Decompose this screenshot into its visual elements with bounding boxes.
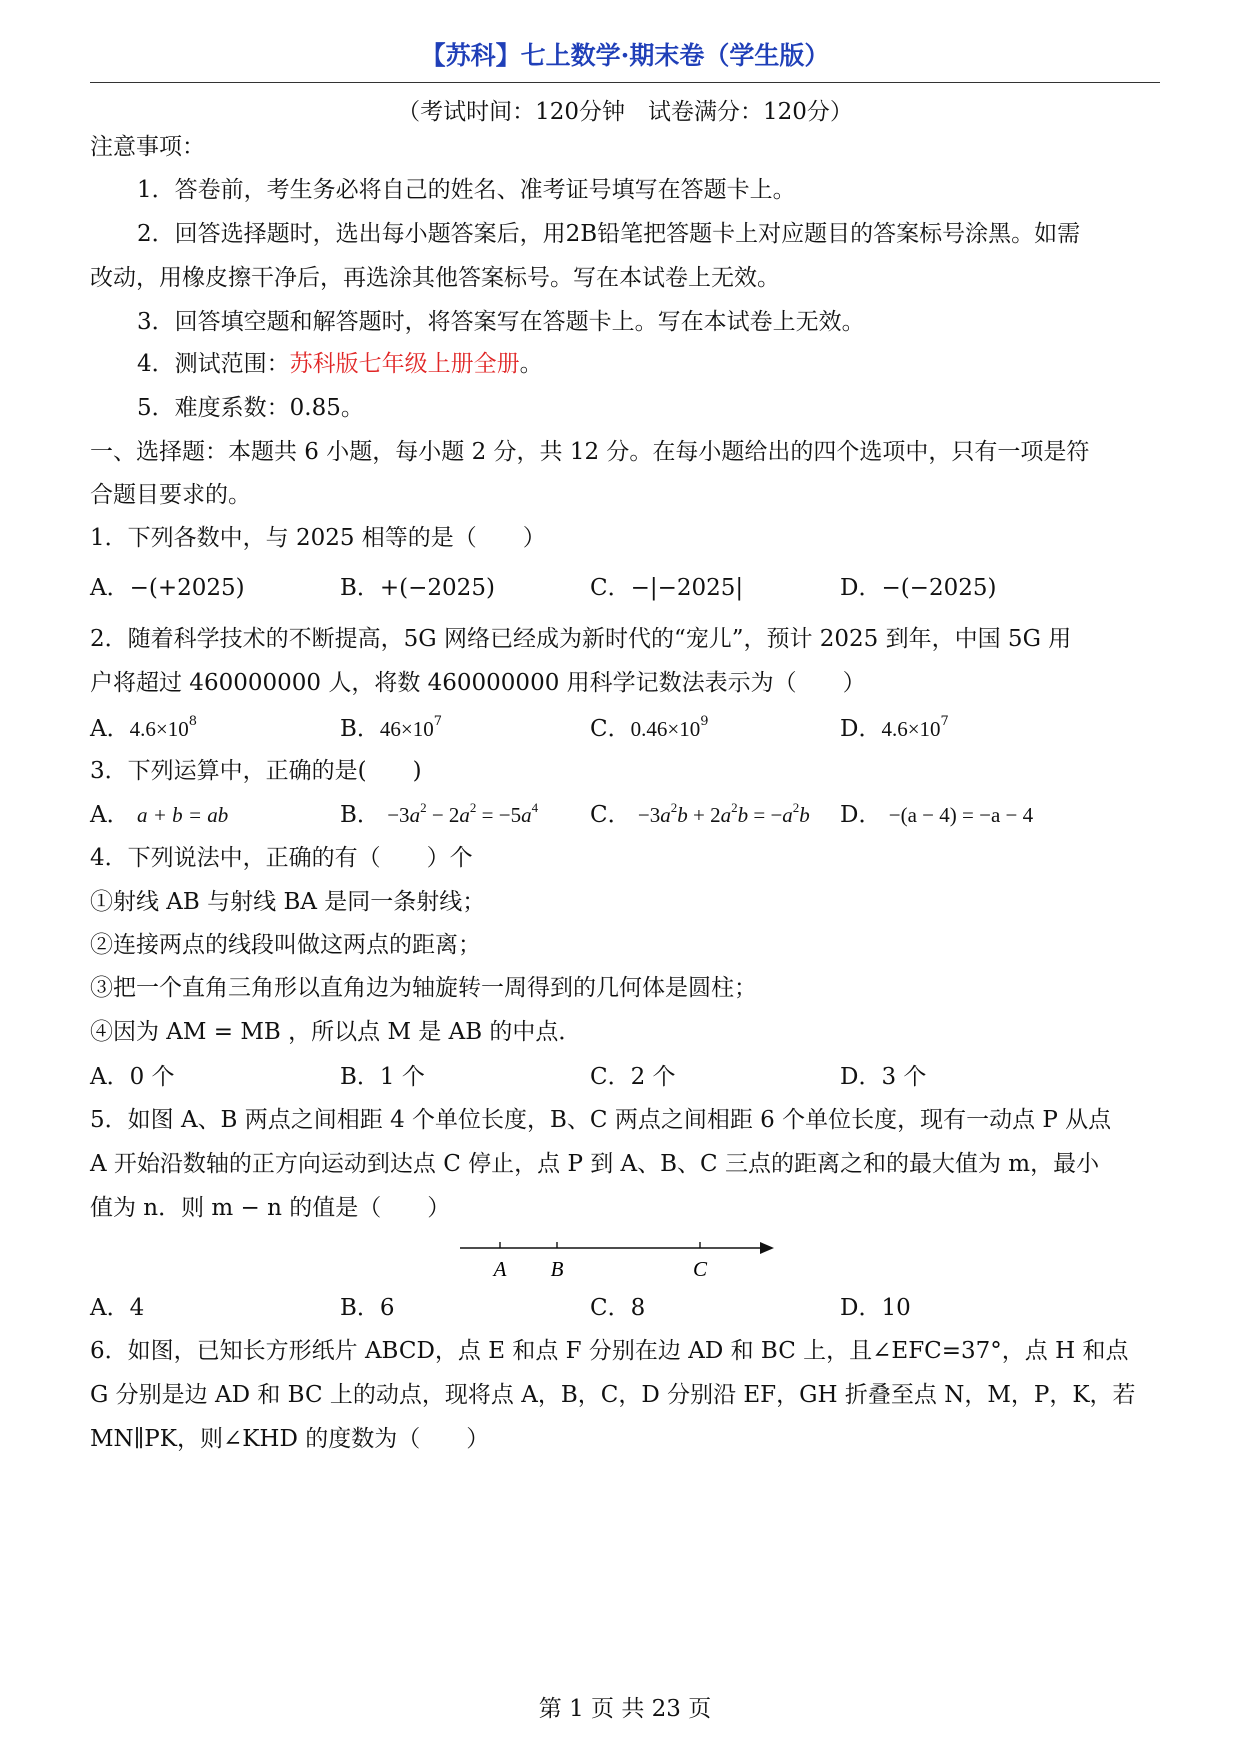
q3-option-a: [90, 800, 228, 830]
test-range: 苏科版七年级上册全册: [289, 351, 520, 377]
notes-heading: 注意事项：: [90, 134, 205, 160]
q5-option-c: C．8: [590, 1295, 646, 1321]
note-item-3: 3．回答填空题和解答题时，将答案写在答题卡上。写在本试卷上无效。: [137, 309, 865, 335]
q4-statement-2: ②连接两点的线段叫做这两点的距离；: [90, 932, 481, 958]
q2-option-c: [590, 714, 708, 744]
label-c: C: [692, 1257, 708, 1281]
q4-option-d: D．3 个: [840, 1064, 927, 1090]
q1-option-a: A．−(+2025): [90, 575, 245, 601]
exam-page: [90, 0, 1160, 1754]
q5-option-a: A．4: [90, 1295, 145, 1321]
q4-stem: 4．下列说法中，正确的有（ ）个: [90, 845, 473, 871]
note-item-1: 1．答卷前，考生务必将自己的姓名、准考证号填写在答题卡上。: [137, 177, 796, 203]
number-line-figure: [460, 1236, 780, 1296]
header-divider: [90, 82, 1160, 83]
q3-option-d-label: D．: [840, 802, 882, 828]
q2-option-d-label: D．: [840, 716, 882, 742]
q2-option-a: [90, 714, 197, 744]
q2-option-a-base: 4.6×10: [129, 717, 189, 741]
q6-stem-line-1: 6．如图，已知长方形纸片 ABCD，点 E 和点 F 分别在边 AD 和 BC 上，且∠EFC=37°，点 H 和点: [90, 1338, 1129, 1364]
q4-statement-4: ④因为 AM = MB ，所以点 M 是 AB 的中点．: [90, 1019, 582, 1045]
q1-option-c: C．−|−2025|: [590, 575, 744, 601]
q2-option-b-base: 46×10: [379, 717, 434, 741]
q3-option-b-label: B．: [340, 802, 380, 828]
q1-option-d: D．−(−2025): [840, 575, 997, 601]
q5-option-b: B．6: [340, 1295, 395, 1321]
q4-option-b: B．1 个: [340, 1064, 425, 1090]
q1-stem: 1．下列各数中，与 2025 相等的是（ ）: [90, 525, 546, 551]
q4-statement-1: ①射线 AB 与射线 BA 是同一条射线；: [90, 889, 486, 915]
q5-option-d: D．10: [840, 1295, 911, 1321]
q2-option-b: [340, 714, 442, 744]
q3-option-a-label: A．: [90, 802, 130, 828]
q5-stem-line-3: 值为 n．则 m − n 的值是（ ）: [90, 1195, 451, 1221]
section-1-line-2: 合题目要求的。: [90, 482, 251, 508]
note-item-2-line-1: 2．回答选择题时，选出每小题答案后，用2B铅笔把答题卡上对应题目的答案标号涂黑。如需: [137, 221, 1081, 247]
label-a: A: [493, 1257, 507, 1281]
q4-statement-3: ③把一个直角三角形以直角边为轴旋转一周得到的几何体是圆柱；: [90, 975, 757, 1001]
q3-option-c-label: C．: [590, 802, 631, 828]
q6-stem-line-2: G 分别是边 AD 和 BC 上的动点，现将点 A，B，C，D 分别沿 EF，GH 折叠至点 N，M，P，K，若: [90, 1382, 1136, 1408]
q3-stem: 3．下列运算中，正确的是( ): [90, 758, 422, 784]
header-title: 【苏科】七上数学·期末卷（学生版）: [420, 41, 830, 70]
q4-option-c: C．2 个: [590, 1064, 676, 1090]
q2-option-a-exp: 8: [188, 714, 197, 730]
q2-option-d-exp: 7: [940, 714, 949, 730]
q2-option-b-exp: 7: [433, 714, 443, 730]
q3-option-b: [340, 800, 538, 830]
note-item-2-line-2: 改动，用橡皮擦干净后，再选涂其他答案标号。写在本试卷上无效。: [90, 265, 780, 291]
note-item-4-suffix: 。: [519, 351, 543, 377]
q3-option-a-expr: a + b = ab: [136, 803, 229, 827]
q2-option-d: [840, 714, 949, 744]
q3-option-d: [840, 800, 1033, 830]
q2-option-c-label: C．: [590, 716, 631, 742]
note-item-5: 5．难度系数：0.85。: [137, 395, 364, 421]
note-item-4: [137, 349, 543, 379]
section-1-line-1: 一、选择题：本题共 6 小题，每小题 2 分，共 12 分。在每小题给出的四个选项中，只有一项是符: [90, 439, 1090, 465]
q2-option-c-base: 0.46×10: [630, 717, 701, 741]
q3-option-b-expr: $-3a^2 - 2a^2 = -5a^4$: [387, 800, 539, 827]
q2-stem-line-1: 2．随着科学技术的不断提高，5G 网络已经成为新时代的“宠儿”，预计 2025 到年，中国 5G 用: [90, 626, 1072, 652]
exam-info: （考试时间：120分钟 试卷满分：120分）: [397, 99, 853, 125]
q1-option-b: B．+(−2025): [340, 575, 495, 601]
q6-stem-line-3: MN∥PK，则∠KHD 的度数为（ ）: [90, 1426, 490, 1452]
q2-option-c-exp: 9: [700, 714, 709, 730]
q3-option-c-expr: $-3a^2b + 2a^2b = -a^2b$: [637, 800, 810, 827]
q2-option-a-label: A．: [90, 716, 130, 742]
note-item-4-prefix: 4．测试范围：: [137, 351, 290, 377]
label-b: B: [550, 1257, 564, 1281]
q4-option-a: A．0 个: [90, 1064, 175, 1090]
q5-stem-line-1: 5．如图 A、B 两点之间相距 4 个单位长度，B、C 两点之间相距 6 个单位长度，现有一动点 P 从点: [90, 1107, 1112, 1133]
q2-stem-line-2: 户将超过 460000000 人，将数 460000000 用科学记数法表示为（ ）: [90, 670, 866, 696]
q2-option-b-label: B．: [340, 716, 380, 742]
page-footer: 第 1 页 共 23 页: [538, 1696, 712, 1722]
number-line-arrow: [760, 1242, 774, 1254]
q3-option-c: [590, 800, 810, 830]
q2-option-d-base: 4.6×10: [881, 717, 941, 741]
q3-option-d-expr: −(a − 4) = −a − 4: [888, 803, 1034, 827]
q5-stem-line-2: A 开始沿数轴的正方向运动到达点 C 停止，点 P 到 A、B、C 三点的距离之和的最大值为 m，最小: [90, 1151, 1100, 1177]
